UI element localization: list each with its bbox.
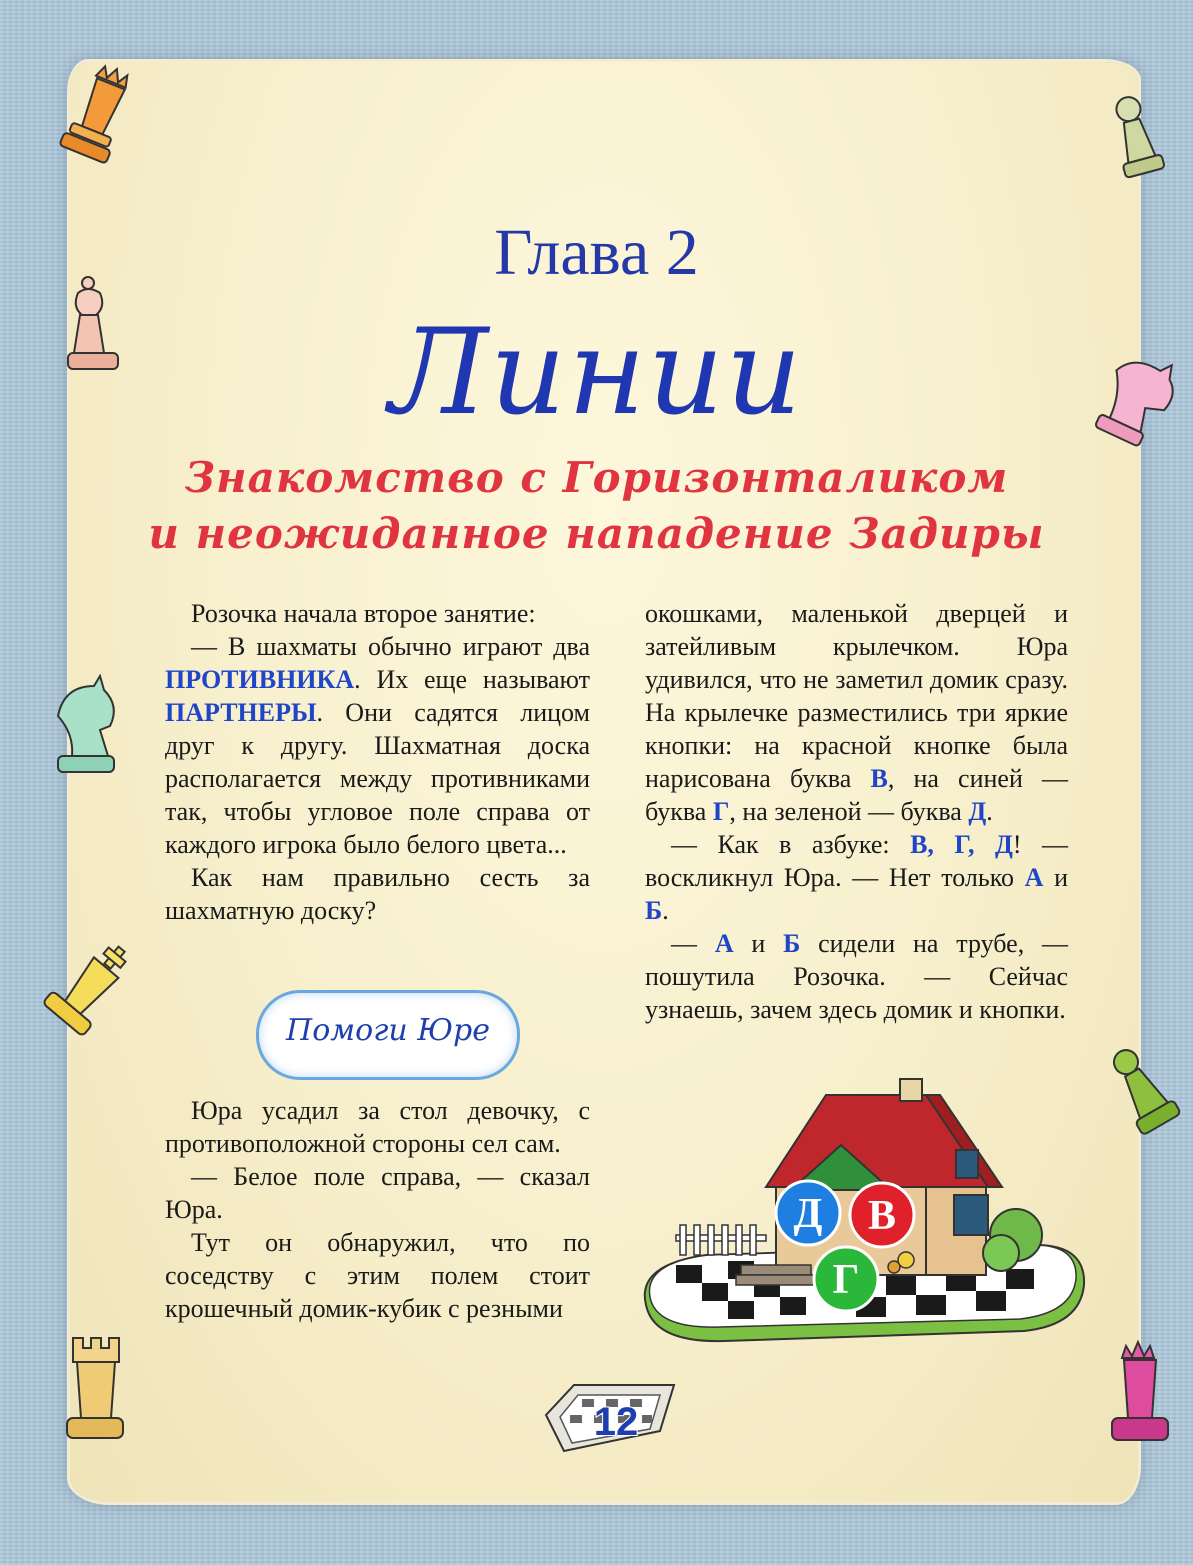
rook-icon: [55, 1330, 135, 1455]
right-column: [645, 597, 1068, 1026]
page-number-badge: [538, 1375, 688, 1455]
page-number: 12: [593, 1400, 639, 1444]
keyword: Б: [783, 929, 801, 958]
badge-v: [850, 1183, 914, 1247]
subtitle-line-1: Знакомство с Горизонталиком: [184, 453, 1009, 502]
queen-icon: [48, 58, 138, 188]
paragraph: Юра усадил за стол девочку, с противоположной стороны сел сам.: [165, 1096, 590, 1158]
king-icon: [32, 935, 142, 1050]
house-illustration: [636, 1075, 1086, 1355]
pawn-icon: [1105, 86, 1170, 196]
left-column-bottom: [165, 1094, 590, 1325]
chapter-subtitle: [0, 450, 1193, 562]
paragraph: окошками, маленькой дверцей и затейливым крылечком. Юра удивился, что не заметил домик сразу. На крылечке разместились три яркие кнопки: на красной кнопке была нарисована буква В, на синей — буква Г, на зеленой — буква Д.: [645, 599, 1069, 826]
paragraph: — В шахматы обычно играют два ПРОТИВНИКА. Их еще называют ПАРТНЕРЫ. Они садятся лицом друг к другу. Шахматная доска располагается между противниками так, чтобы угловое поле справа от каждого игрока было белого цвета...: [165, 632, 590, 859]
queen-icon: [1100, 1338, 1180, 1468]
keyword: Д: [968, 797, 987, 826]
keyword: А: [714, 929, 734, 958]
keyword: Б: [645, 896, 663, 925]
paragraph: — Как в азбуке: В, Г, Д! — воскликнул Юра. — Нет только А и Б.: [645, 830, 1068, 925]
knight-icon: [40, 672, 130, 787]
left-column-top: [165, 597, 590, 927]
paragraph: Тут он обнаружил, что по соседству с этим полем стоит крошечный домик-кубик с резными: [165, 1228, 590, 1323]
badge-letter: Г: [832, 1257, 860, 1303]
paragraph: — А и Б сидели на трубе, — пошутила Розочка. — Сейчас узнаешь, зачем здесь домик и кнопки.: [645, 929, 1068, 1024]
help-yura-callout: [256, 990, 520, 1080]
badge-letter: Д: [793, 1191, 823, 1237]
keyword: А: [1024, 863, 1044, 892]
chapter-title: Линии: [389, 303, 804, 441]
keyword: ПАРТНЕРЫ: [165, 698, 317, 727]
pawn-icon: [1105, 1035, 1185, 1155]
keyword: В, Г, Д: [910, 830, 1013, 859]
badge-letter: В: [867, 1193, 897, 1239]
keyword: В: [870, 764, 888, 793]
paragraph: Как нам правильно сесть за шахматную доску?: [165, 863, 590, 925]
callout-label: Помоги Юре: [286, 1013, 490, 1048]
badge-g: [814, 1247, 878, 1311]
keyword: ПРОТИВНИКА: [165, 665, 355, 694]
badge-d: [776, 1181, 840, 1245]
chapter-number: Глава 2: [494, 216, 699, 289]
paragraph: Розочка начала второе занятие:: [191, 599, 536, 628]
keyword: Г: [712, 797, 730, 826]
subtitle-line-2: и неожиданное нападение Задиры: [148, 509, 1045, 558]
paragraph: — Белое поле справа, — сказал Юра.: [165, 1162, 590, 1224]
